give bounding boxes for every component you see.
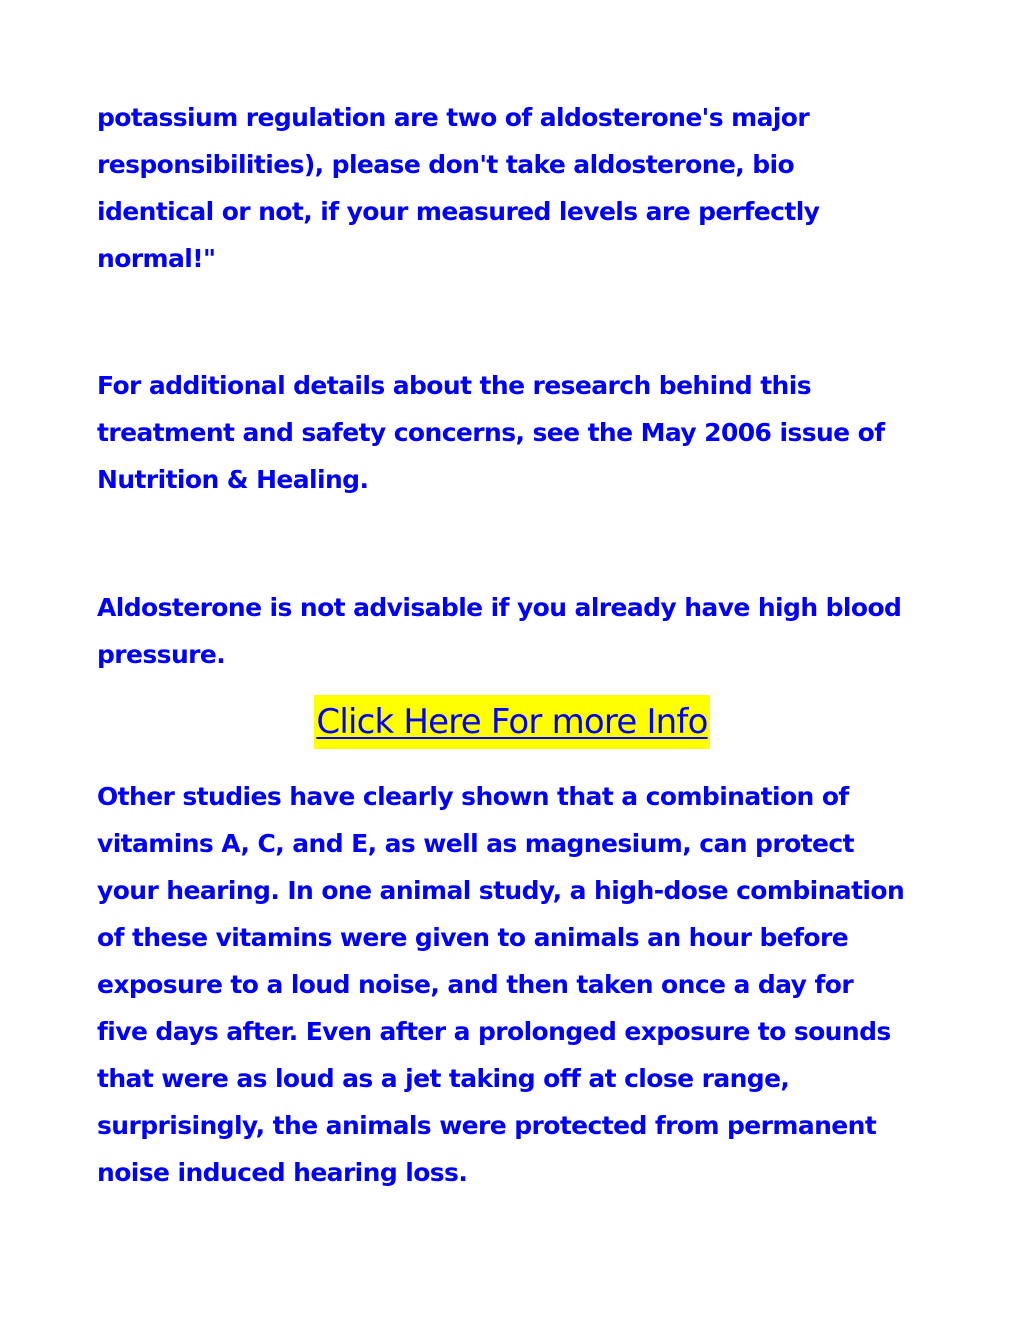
text-line: vitamins A, C, and E, as well as magnesium, can protect (97, 829, 854, 858)
text-line: treatment and safety concerns, see the May 2006 issue of (97, 418, 885, 447)
text-line: pressure. (97, 640, 226, 669)
more-info-link-container (0, 695, 1024, 749)
text-line: normal!" (97, 244, 216, 273)
text-line: For additional details about the research behind this (97, 371, 811, 400)
text-line: that were as loud as a jet taking off at close range, (97, 1064, 790, 1093)
text-line: five days after. Even after a prolonged exposure to sounds (97, 1017, 891, 1046)
text-line: Nutrition & Healing. (97, 465, 369, 494)
text-line: potassium regulation are two of aldosterone's major (97, 103, 810, 132)
paragraph-additional-details (97, 362, 937, 503)
text-line: noise induced hearing loss. (97, 1158, 468, 1187)
text-line: of these vitamins were given to animals an hour before (97, 923, 849, 952)
paragraph-aldosterone-caution (97, 94, 937, 282)
text-line: Aldosterone is not advisable if you already have high blood (97, 593, 902, 622)
paragraph-vitamin-studies (97, 773, 937, 1196)
text-line: surprisingly, the animals were protected from permanent (97, 1111, 877, 1140)
more-info-link[interactable]: Click Here For more Info (314, 695, 709, 749)
text-line: responsibilities), please don't take aldosterone, bio (97, 150, 795, 179)
paragraph-blood-pressure-warning (97, 584, 937, 678)
text-line: your hearing. In one animal study, a high-dose combination (97, 876, 905, 905)
text-line: identical or not, if your measured levels are perfectly (97, 197, 820, 226)
text-line: Other studies have clearly shown that a combination of (97, 782, 849, 811)
text-line: exposure to a loud noise, and then taken once a day for (97, 970, 854, 999)
